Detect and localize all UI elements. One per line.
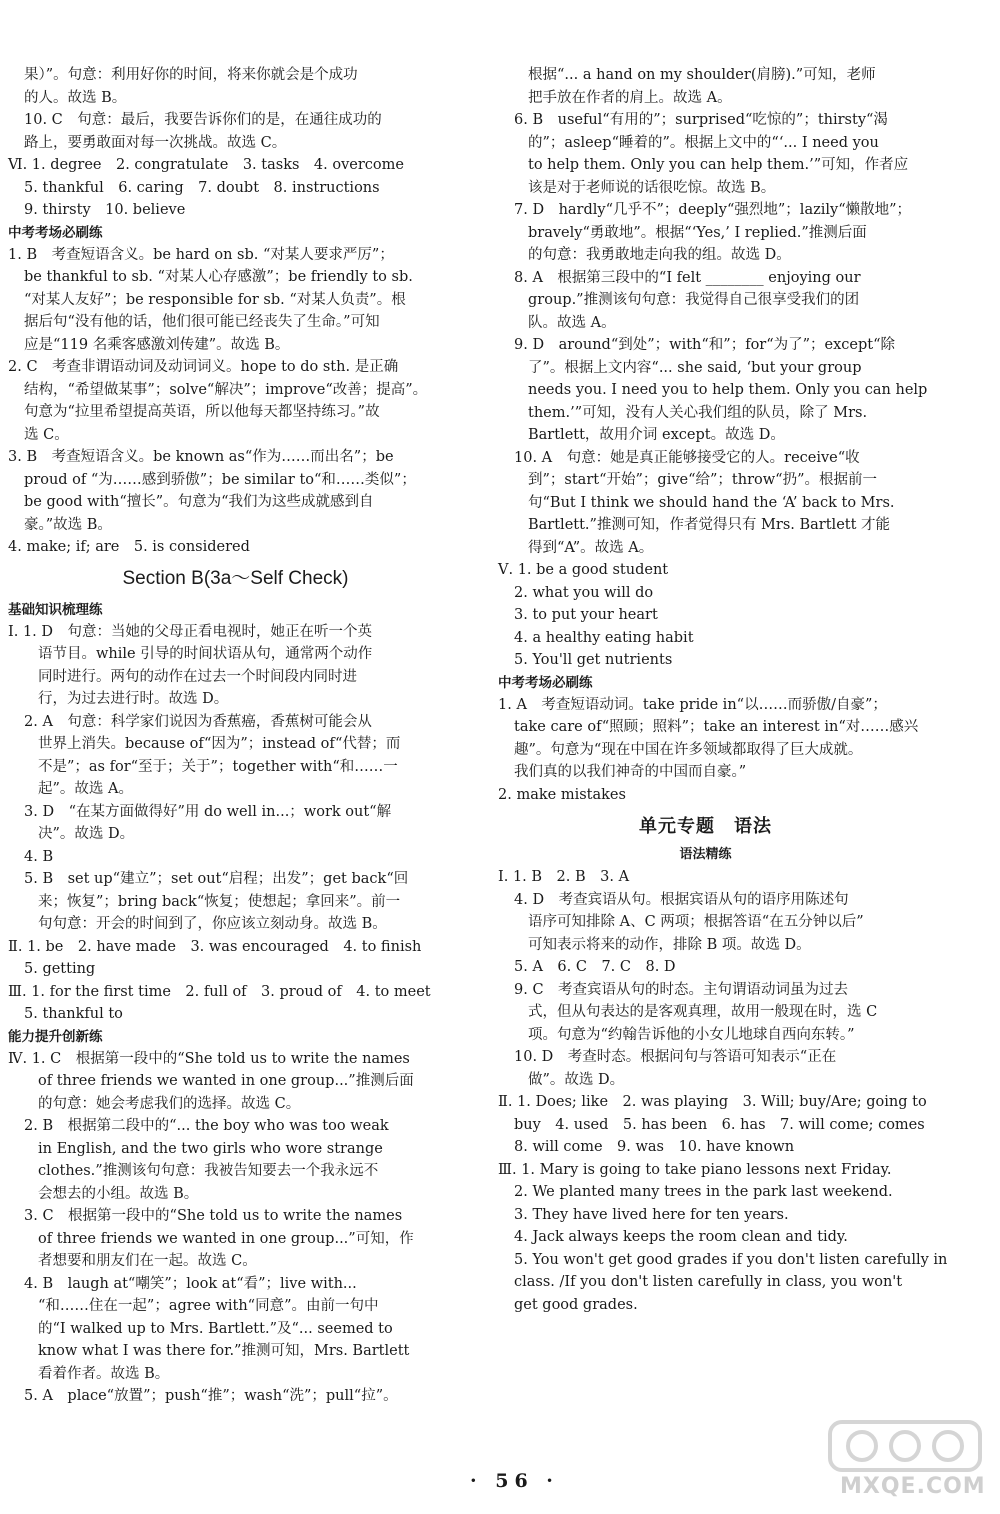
answer-line: of three friends we wanted in one group...”推测后面 [38,1073,414,1089]
answer-line: 句句意：开会的时间到了，你应该立刻动身。故选 B。 [38,916,387,932]
answer-line: 到”；start“开始”；give“给”；throw“扔”。根据前一 [528,472,877,488]
answer-line: 3. They have lived here for ten years. [514,1206,789,1223]
answer-line: 1. A 考查短语动词。take pride in“以……而骄傲/自豪”； [498,696,887,713]
answer-line: Ⅱ. 1. be 2. have made 3. was encouraged 4. to finish [8,938,422,955]
answer-line: know what I was there for.”推测可知，Mrs. Bartlett [38,1343,410,1359]
answer-line: 会想去的小组。故选 B。 [38,1185,199,1202]
answer-line: Ⅳ. 1. C 根据第一段中的“She told us to write the names [8,1050,410,1067]
answer-line: 语节目。while 引导的时间状语从句，通常两个动作 [38,646,373,662]
watermark [820,1418,990,1504]
answer-line: proud of “为……感到骄傲”；be similar to“和……类似”； [24,471,416,488]
left-column [8,64,463,1408]
answer-line: 9. C 考查宾语从句的时态。主句谓语动词虽为过去 [514,981,849,998]
answer-line: 选 C。 [24,426,69,443]
answer-line: 项。句意为“约翰告诉他的小女儿地球自西向东转。” [528,1026,855,1043]
answer-line: 8. A 根据第三段中的“I felt ________ enjoying our [514,269,861,286]
answer-line: 5. B set up“建立”；set out“启程；出发”；get back“回 [24,871,409,887]
answer-line: 2. A 句意：科学家们说因为香蕉癌，香蕉树可能会从 [24,713,372,730]
page-number: · 56 · [470,1470,559,1492]
answer-line: 得到“A”。故选 A。 [528,539,654,556]
answer-line: Ⅴ. 1. be a good student [498,562,669,578]
answer-line: “和……住在一起”；agree with“同意”。由前一句中 [38,1298,379,1314]
section-subheading: 能力提升创新练 [8,1028,103,1045]
answer-line: 队。故选 A。 [528,314,616,331]
answer-line: 2. make mistakes [498,786,626,803]
answer-line: 行，为过去进行时。故选 D。 [38,691,229,707]
section-subheading: 中考考场必刷练 [498,674,593,691]
answer-line: 式，但从句表达的是客观真理，故用一般现在时，选 C [528,1004,878,1020]
answer-line: 把手放在作者的肩上。故选 A。 [528,89,732,106]
answer-line: 2. what you will do [514,584,654,601]
answer-line: 做”。故选 D。 [528,1071,625,1088]
answer-line: 5. You'll get nutrients [514,652,673,668]
answer-line: to help them. Only you can help them.’”可知，作者应 [528,157,909,173]
answer-line: 10. A 句意：她是真正能够接受它的人。receive“收 [514,449,860,466]
answer-line: Ⅱ. 1. Does; like 2. was playing 3. Will; buy/Are; going to [498,1094,927,1110]
answer-line: 10. C 句意：最后，我要告诉你们的是，在通往成功的 [24,112,382,128]
answer-line: them.’”可知，没有人关心我们组的队员，除了 Mrs. [528,404,868,421]
answer-line: 决”。故选 D。 [38,826,135,842]
answer-line: 的句意：我勇敢地走向我的组。故选 D。 [528,247,791,263]
section-subheading: 基础知识梳理练 [8,601,103,618]
answer-line: 4. B [24,848,54,865]
answer-line: 语序可知排除 A、C 两项；根据答语“在五分钟以后” [528,914,864,930]
answer-line: of three friends we wanted in one group...”可知，作 [38,1230,414,1247]
answer-line: 句“But I think we should hand the ‘A’ back to Mrs. [528,494,895,511]
answer-line: 看着作者。故选 B。 [38,1365,170,1382]
answer-line: Ⅰ. 1. D 句意：当她的父母正看电视时，她正在听一个英 [8,623,373,640]
answer-line: 的人。故选 B。 [24,89,127,106]
answer-line: 据后句“没有他的话，他们很可能已经丧失了生命。”可知 [24,314,380,330]
answer-line: 8. will come 9. was 10. have known [514,1139,795,1155]
answer-line: get good grades. [514,1296,638,1313]
answer-line: 该是对于老师说的话很吃惊。故选 B。 [528,179,776,196]
answer-line: Ⅰ. 1. B 2. B 3. A [498,869,630,885]
answer-line: 我们真的以我们神奇的中国而自豪。” [514,764,747,780]
answer-line: 3. C 根据第一段中的“She told us to write the names [24,1208,403,1224]
answer-line: 5. getting [24,961,96,977]
answer-line: 果）”。句意：利用好你的时间，将来你就会是个成功 [24,67,358,83]
answer-line: 来；恢复”；bring back“恢复；使想起；拿回来”。前一 [38,893,401,910]
answer-line: take care of“照顾；照料”；take an interest in“对……感兴 [514,719,919,735]
answer-line: 5. A place“放置”；push“推”；wash“洗”；pull“拉”。 [24,1388,398,1404]
answer-line: 5. You won't get good grades if you don't listen carefully in [514,1251,948,1268]
answer-line: “对某人友好”；be responsible for sb. “对某人负责”。根 [24,291,406,308]
answer-line: class. /If you don't listen carefully in class, you won't [514,1274,903,1290]
answer-line: 5. thankful to [24,1006,123,1022]
answer-line: bravely“勇敢地”。根据“‘Yes,’ I replied.”推测后面 [528,224,867,241]
answer-line: Bartlett，故用介词 except。故选 D。 [528,427,785,443]
answer-line: 3. B 考查短语含义。be known as“作为……而出名”；be [8,449,394,465]
answer-line: 7. D hardly“几乎不”；deeply“强烈地”；lazily“懒散地”； [514,202,912,218]
unit-heading: 单元专题 语法 [639,816,772,837]
answer-line: 5. A 6. C 7. C 8. D [514,959,676,975]
answer-line: 4. Jack always keeps the room clean and tidy. [514,1229,848,1245]
answer-line: 4. D 考查宾语从句。根据宾语从句的语序用陈述句 [514,891,849,908]
answer-line: 同时进行。两句的动作在过去一个时间段内同时进 [38,668,357,685]
answer-line: 3. to put your heart [514,607,658,623]
section-subheading: 中考考场必刷练 [8,224,103,241]
answer-line: 4. B laugh at“嘲笑”；look at“看”；live with... [24,1275,357,1292]
answer-line: 10. D 考查时态。根据问句与答语可知表示“正在 [514,1049,837,1065]
answer-line: 6. B useful“有用的”；surprised“吃惊的”；thirsty“渴 [514,112,888,128]
answer-line: buy 4. used 5. has been 6. has 7. will come; comes [514,1116,925,1133]
answer-line: 应是“119 名乘客感激刘传建”。故选 B。 [24,336,290,353]
answer-line: 2. We planted many trees in the park last weekend. [514,1184,893,1200]
answer-line: 3. D “在某方面做得好”用 do well in...；work out“解 [24,803,392,820]
exercise-heading: 语法精练 [679,847,732,862]
answer-line: 路上，要勇敢面对每一次挑战。故选 C。 [24,134,287,151]
answer-line: 可知表示将来的动作，排除 B 项。故选 D。 [528,936,811,953]
answer-line: be good with“擅长”。句意为“我们为这些成就感到自 [24,494,374,510]
answer-line: 根据“... a hand on my shoulder(肩膀).”可知，老师 [528,67,876,83]
answer-line: needs you. I need you to help them. Only you can help [528,382,928,398]
answer-line: 趣”。句意为“现在中国在许多领域都取得了巨大成就。 [514,741,863,758]
watermark-text: MXQE.COM [840,1474,986,1499]
answer-line: clothes.”推测该句句意：我被告知要去一个我永远不 [38,1163,379,1179]
answer-line: 起”。故选 A。 [38,781,133,797]
answer-line: Ⅲ. 1. Mary is going to take piano lessons next Friday. [498,1161,892,1178]
answer-line: 结构，“希望做某事”；solve“解决”；improve“改善；提高”。 [24,381,428,398]
answer-line: 5. thankful 6. caring 7. doubt 8. instructions [24,179,380,196]
answer-line: 9. D around“到处”；with“和”；for“为了”；except“除 [514,337,896,353]
answer-line: 句意为“拉里希望提高英语，所以他每天都坚持练习。”故 [24,404,380,420]
answer-line: group.”推测该句句意：我觉得自己很享受我们的团 [528,292,860,308]
answer-line: Bartlett.”推测可知，作者觉得只有 Mrs. Bartlett 才能 [528,517,891,533]
answer-line: 了”。根据上文内容“... she said, ‘but your group [528,359,862,376]
answer-line: 4. a healthy eating habit [514,629,694,646]
answer-line: 者想要和朋友们在一起。故选 C。 [38,1253,257,1269]
answer-line: Ⅵ. 1. degree 2. congratulate 3. tasks 4. overcome [8,157,404,173]
answer-line: Ⅲ. 1. for the first time 2. full of 3. proud of 4. to meet [8,983,431,1000]
answer-line: 的”；asleep“睡着的”。根据上文中的“‘... I need you [528,134,879,151]
answer-line: 2. B 根据第二段中的“... the boy who was too weak [24,1118,389,1134]
section-heading: Section B(3a～Self Check) [122,567,349,589]
answer-line: 2. C 考查非谓语动词及动词词义。hope to do sth. 是正确 [8,359,399,375]
answer-line: 的句意：她会考虑我们的选择。故选 C。 [38,1095,301,1112]
answer-line: 豪。”故选 B。 [24,516,112,533]
answer-line: 的“I walked up to Mrs. Bartlett.”及“... seemed to [38,1320,393,1337]
answer-line: 4. make; if; are 5. is considered [8,539,250,555]
answer-line: in English, and the two girls who wore strange [38,1140,383,1157]
answer-line: 9. thirsty 10. believe [24,202,186,218]
answer-line: 1. B 考查短语含义。be hard on sb. “对某人要求严厉”； [8,246,394,263]
right-column [498,64,948,1316]
answer-line: 不是”；as for“至于；关于”；together with“和……一 [38,758,398,775]
answer-line: be thankful to sb. “对某人心存感激”；be friendly to sb. [24,269,413,285]
answer-line: 世界上消失。because of“因为”；instead of“代替；而 [38,736,401,752]
